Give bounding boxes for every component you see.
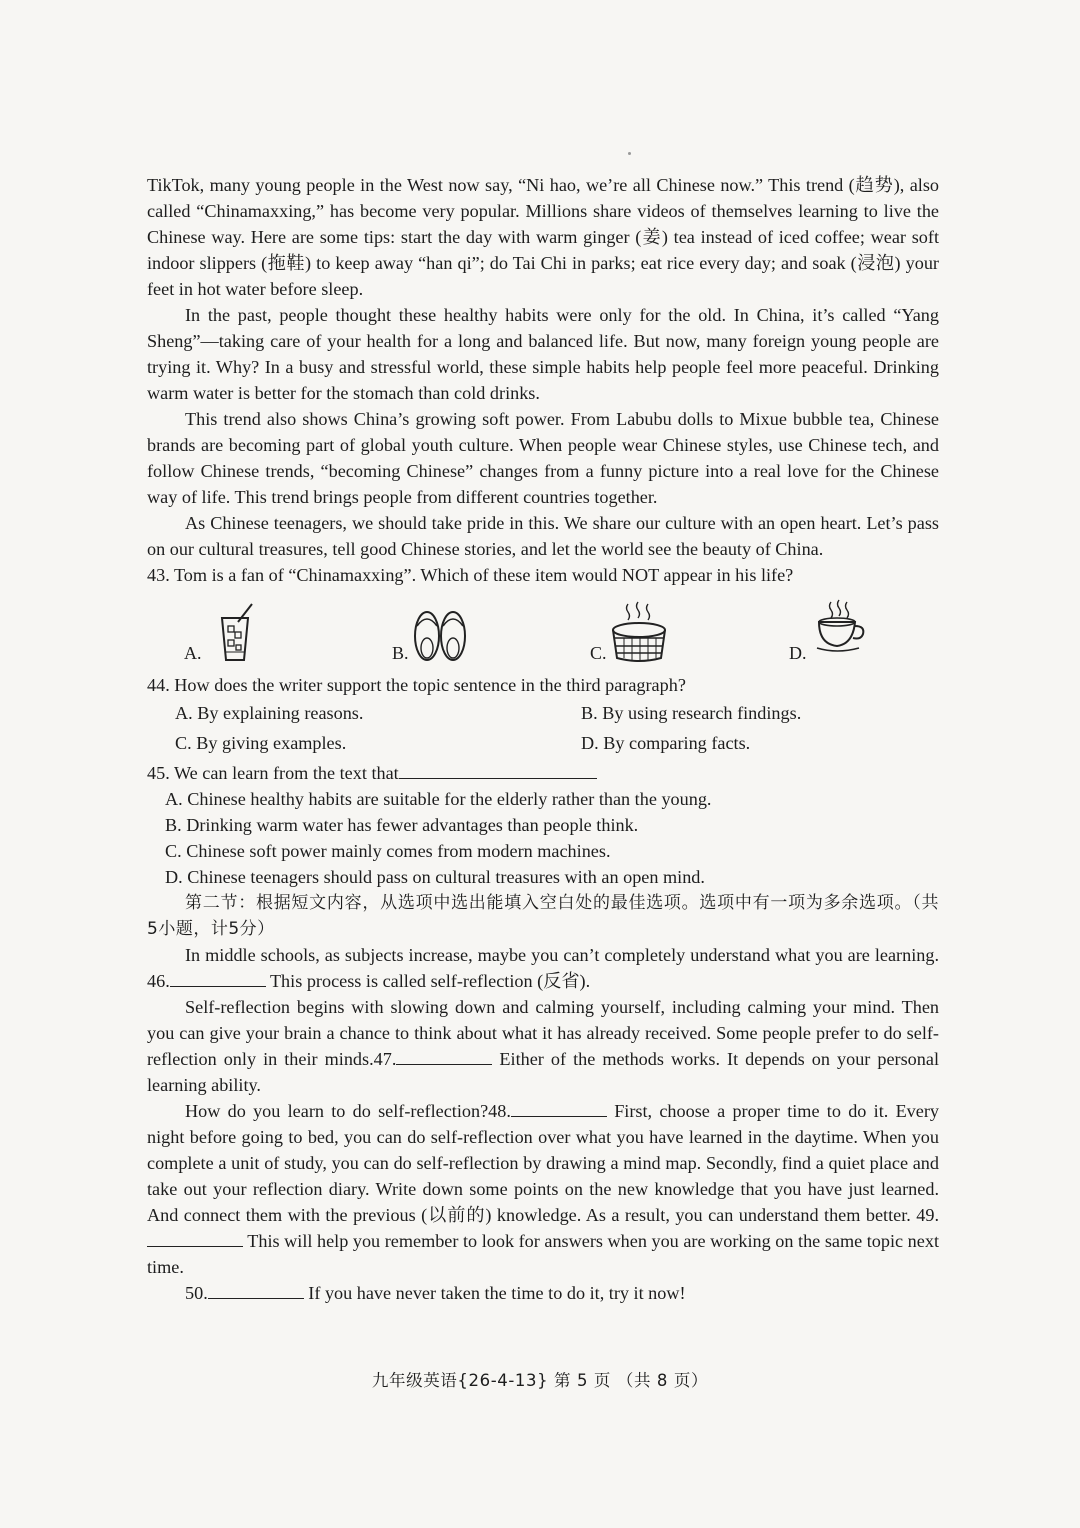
page-footer: 九年级英语{26-4-13} 第 5 页 （共 8 页） bbox=[371, 1371, 709, 1390]
option-c[interactable]: C. Chinese soft power mainly comes from modern machines. bbox=[165, 841, 611, 861]
cloze-paragraph-1 bbox=[147, 942, 939, 994]
page-content bbox=[147, 172, 939, 1306]
slippers-icon bbox=[412, 598, 468, 664]
cloze-text: Either of the methods works. It depends on your personal learning ability. bbox=[147, 1049, 939, 1095]
speck bbox=[628, 152, 631, 155]
option-letter: B. bbox=[392, 643, 409, 663]
question-45-options bbox=[147, 786, 939, 890]
cloze-text: How do you learn to do self-reflection?48. bbox=[185, 1101, 511, 1121]
passage-paragraph-3: This trend also shows China’s growing soft power. From Labubu dolls to Mixue bubble tea, Chinese brands are becoming part of global youth culture. When people wear Chinese styles, use Chinese tech, and follow Chinese trends, “becoming Chinese” changes from a funny picture into a real love for the Chinese way of life. This trend brings people from different countries together. bbox=[147, 409, 939, 507]
option-b[interactable]: B. By using research findings. bbox=[581, 703, 802, 723]
answer-blank-50[interactable] bbox=[208, 1280, 304, 1299]
cloze-paragraph-4 bbox=[147, 1280, 939, 1306]
option-d[interactable]: D. By comparing facts. bbox=[581, 733, 751, 753]
answer-blank-46[interactable] bbox=[170, 968, 266, 987]
option-letter: D. bbox=[789, 643, 807, 663]
cloze-text: First, choose a proper time to do it. Every night before going to bed, you can do self-reflection over what you have learned in the daytime. When you complete a unit of study, you can do self-reflection by drawing a mind map. Secondly, find a quiet place and take out your reflection diary. Write down some points on the new knowledge that you have just learned. And connect them with the previous (以前的) knowledge. As a result, you can understand them better. 49. bbox=[147, 1101, 939, 1225]
option-c[interactable]: C. By giving examples. bbox=[175, 733, 347, 753]
cloze-text: If you have never taken the time to do it, try it now! bbox=[303, 1283, 686, 1303]
answer-blank-47[interactable] bbox=[396, 1046, 492, 1065]
passage-paragraph-1: TikTok, many young people in the West now say, “Ni hao, we’re all Chinese now.” This trend (趋势), also called “Chinamaxxing,” has become very popular. Millions share videos of themselves learning to live the Chinese way. Here are some tips: start the day with warm ginger (姜) tea instead of iced coffee; wear soft indoor slippers (拖鞋) to keep away “han qi”; do Tai Chi in parks; eat rice every day; and soak (浸泡) your feet in hot water before sleep. bbox=[147, 175, 939, 299]
cloze-text: In middle schools, as subjects increase, maybe you can’t completely understand what you are learning. 46. bbox=[147, 945, 939, 991]
cloze-text: This will help you remember to look for answers when you are working on the same topic next time. bbox=[147, 1231, 939, 1277]
cloze-paragraph-2 bbox=[147, 994, 939, 1098]
question-43-options bbox=[147, 592, 939, 670]
section-2-instruction: 第二节：根据短文内容，从选项中选出能填入空白处的最佳选项。选项中有一项为多余选项。（共5小题，计5分） bbox=[147, 893, 939, 939]
answer-blank-48[interactable] bbox=[511, 1098, 607, 1117]
option-letter: C. bbox=[590, 643, 607, 663]
option-a[interactable]: A. Chinese healthy habits are suitable for the elderly rather than the young. bbox=[165, 789, 712, 809]
passage-paragraph-2: In the past, people thought these healthy habits were only for the old. In China, it’s called “Yang Sheng”—taking care of your health for a long and balanced life. But now, many foreign young people are trying it. Why? In a busy and stressful world, these simple habits help people feel more peaceful. Drinking warm water is better for the stomach than cold drinks. bbox=[147, 305, 939, 403]
cloze-paragraph-3 bbox=[147, 1098, 939, 1280]
foot-bath-icon bbox=[610, 600, 668, 664]
question-45-text: 45. We can learn from the text that bbox=[147, 763, 399, 783]
cloze-text: This process is called self-reflection (反省). bbox=[265, 971, 591, 991]
question-44-stem: 44. How does the writer support the topic sentence in the third paragraph? bbox=[147, 675, 686, 695]
option-letter: A. bbox=[184, 643, 202, 663]
cloze-text: 50. bbox=[185, 1283, 208, 1303]
question-43-stem: 43. Tom is a fan of “Chinamaxxing”. Which of these item would NOT appear in his life? bbox=[147, 565, 794, 585]
answer-blank[interactable] bbox=[399, 760, 597, 779]
option-b[interactable]: B. Drinking warm water has fewer advantages than people think. bbox=[165, 815, 639, 835]
cloze-text: Self-reflection begins with slowing down and calming yourself, including calming your mind. Then you can give your brain a chance to think about what it has already received. Some people prefer to do self-reflection only in their minds.47. bbox=[147, 997, 939, 1069]
question-45-stem bbox=[147, 760, 939, 786]
option-a[interactable]: A. By explaining reasons. bbox=[175, 703, 364, 723]
option-d[interactable]: D. Chinese teenagers should pass on cultural treasures with an open mind. bbox=[165, 867, 705, 887]
passage-paragraph-4: As Chinese teenagers, we should take pride in this. We share our culture with an open heart. Let’s pass on our cultural treasures, tell good Chinese stories, and let the world see the beauty of China. bbox=[147, 513, 939, 559]
hot-tea-icon bbox=[815, 598, 865, 652]
answer-blank-49[interactable] bbox=[147, 1228, 243, 1247]
iced-drink-icon bbox=[214, 602, 260, 664]
question-44-options bbox=[147, 698, 939, 758]
